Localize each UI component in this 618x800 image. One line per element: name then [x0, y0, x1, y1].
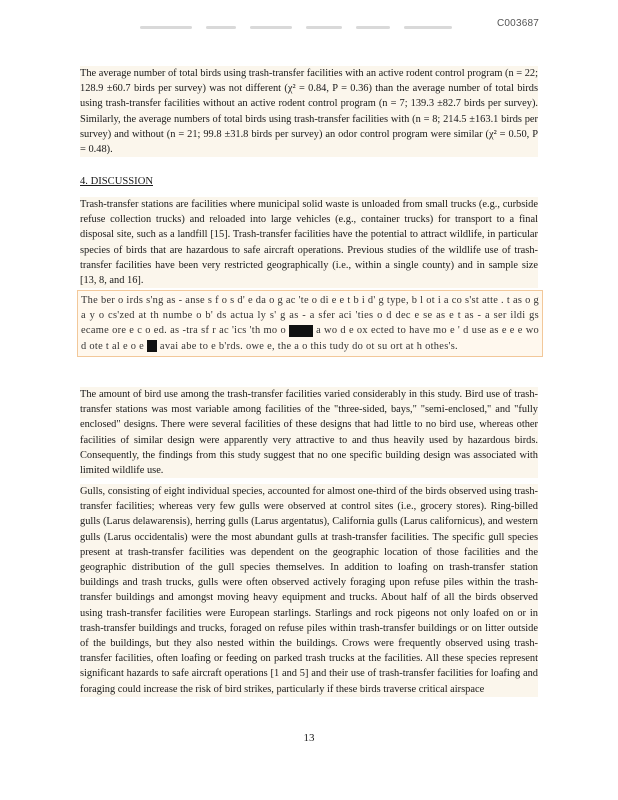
discussion-paragraph-1: Trash-transfer stations are facilities where municipal solid waste is unloaded from small trucks (e.g., curbside refuse collection trucks) and reloaded into large vehicles (e.g., container trucks) for transport to a final disposal site, such as a landfill [15]. Trash-transfer facilities have the potential to attract wildlife, in particular species of birds that are hazardous to safe aircraft operations. Previous studies of the wildlife use of trash-transfer facilities have been very restricted geographically (i.e., within a single county) and in sample size [13, 8, and 16].: [80, 197, 538, 288]
page-number: 13: [303, 732, 315, 744]
redaction-block: [289, 325, 313, 337]
degraded-text-3: avai abe to e b'rds. owe e, the a o this tudy do ot su ort at h othes's.: [159, 340, 458, 352]
degraded-text-2: a wo d e ox ected to have mo e ' d use as e e e wo d ote t al e o e: [81, 325, 540, 352]
redaction-block-small: [147, 340, 157, 352]
discussion-paragraph-3: The amount of bird use among the trash-transfer facilities varied considerably in this study. Bird use of trash-transfer stations was most variable among facilities of the "three-sided, bays," "semi-enclosed," and "fully enclosed" designs. There were several facilities of these designs that had little to no bird use, whereas other facilities of similar design were apparently very attractive to and thus heavily used by hazardous birds. Consequently, the findings from this study suggest that no one specific building design was associated with limited wildlife use.: [80, 387, 538, 478]
degraded-text-1: The ber o irds s'ng as - anse s f o s d' e da o g ac 'te o di e e t b i d' g type, b l ot i a co s'st atte . t as o g a y o cs'zed at th numbe o b' ds actua ly s' g as - a sfer aci 'ties o d dec e se as e t as - a ser ildi gs ecame ore e c o ed. as -tra sf r ac 'ics 'th mo o: [81, 295, 539, 337]
section-heading: 4. DISCUSSION: [80, 176, 153, 187]
document-id: C003687: [497, 18, 539, 29]
discussion-paragraph-2-degraded: [77, 290, 543, 357]
discussion-paragraph-4: Gulls, consisting of eight individual species, accounted for almost one-third of the birds observed using trash-transfer facilities; whereas very few gulls were observed at control sites (i.e., grocery stores). Ring-billed gulls (Larus delawarensis), herring gulls (Larus argentatus), California gulls (Larus californicus), and western gulls (Larus occidentalis) were the most abundant gulls at trash-transfer facilities. The specific gull species present at trash-transfer facilities was dependent on the geographic location of those facilities and the geographic distribution of the gull species themselves. In addition to loafing on trash-transfer station buildings and trash trucks, gulls were often observed actively foraging upon refuse piles within the trash-transfer buildings and amongst moving heavy equipment and trucks. About half of all the birds observed using trash-transfer facilities were European starlings. Starlings and rock pigeons not only loafed on or in trash-transfer buildings and trucks, foraged on refuse piles within trash-transfer buildings or on litter outside of the buildings, but they also nested within the buildings. Crows were frequently observed using trash-transfer facilities, often loafing or feeding on parked trash trucks at the facilities. All these species represent significant hazards to safe aircraft operations [1 and 5] and their use of trash-transfer facilities for loafing and foraging could increase the risk of bird strikes, particularly if these birds traverse critical airspace: [80, 484, 538, 697]
faint-header-text: [140, 22, 485, 32]
results-paragraph: The average number of total birds using trash-transfer facilities with an active rodent control program (n = 22; 128.9 ±60.7 birds per survey) was not different (χ² = 0.84, P = 0.36) than the average number of total birds using trash-transfer facilities without an active rodent control program (n = 7; 139.3 ±82.7 birds per survey). Similarly, the average numbers of total birds using trash-transfer facilities with (n = 8; 214.5 ±163.1 birds per survey) and without (n = 21; 99.8 ±31.8 birds per survey) an odor control program were similar (χ² = 0.50, P = 0.48).: [80, 66, 538, 157]
